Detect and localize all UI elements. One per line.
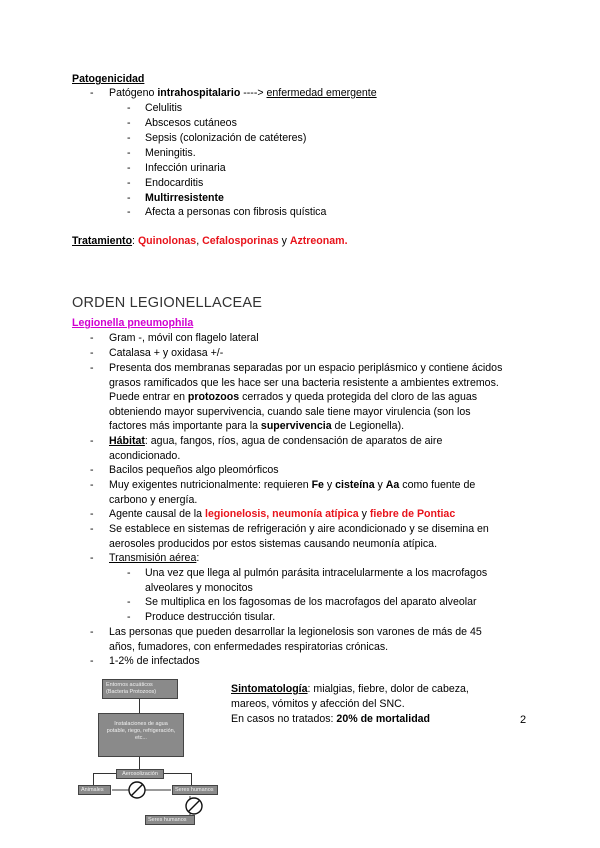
agente-line: Agente causal de la legionelosis, neumonía atípica y fiebre de Pontiac xyxy=(109,508,456,520)
orden-heading: ORDEN LEGIONELLACEAE xyxy=(72,295,263,311)
prohibited-icon xyxy=(184,796,204,816)
pat-item: Infección urinaria xyxy=(145,162,226,174)
diagram-connector xyxy=(93,773,94,785)
diagram-connector xyxy=(191,773,192,785)
page-number: 2 xyxy=(520,714,527,726)
diagram-box-humanos: Seres humanos xyxy=(172,785,218,795)
pat-item: Sepsis (colonización de catéteres) xyxy=(145,132,307,144)
habitat-paragraph: Hábitat: agua, fangos, ríos, agua de condensación de aparatos de aire acondicionado. xyxy=(109,435,443,462)
catalasa-line: Catalasa + y oxidasa +/- xyxy=(109,347,224,359)
pat-item: Celulitis xyxy=(145,102,183,114)
species-title: Legionella pneumophila xyxy=(72,317,194,329)
diagram-blocked-icons xyxy=(111,778,173,802)
patogeno-line: Patógeno intrahospitalario ----> enfermedad emergente xyxy=(109,87,377,99)
diagram-box-aerosol: Aerosolización xyxy=(116,769,164,779)
personas-paragraph: Las personas que pueden desarrollar la legionelosis son varones de más de 45 años, fumadores, con enfermedades respiratorias crónicas. xyxy=(109,626,482,653)
transmision-sub: Se multiplica en los fagosomas de los macrofagos del aparato alveolar xyxy=(145,596,477,608)
pat-item: Abscesos cutáneos xyxy=(145,117,237,129)
diagram-box-animales: Animales xyxy=(78,785,111,795)
infectados-line: 1-2% de infectados xyxy=(109,655,200,667)
transmision-label: Transmisión aérea: xyxy=(109,552,200,564)
bacilos-line: Bacilos pequeños algo pleomórficos xyxy=(109,464,279,476)
diagram-connector xyxy=(93,773,116,774)
tratamiento-line: Tratamiento: Quinolonas, Cefalosporinas y Aztreonam. xyxy=(72,235,348,247)
establece-paragraph: Se establece en sistemas de refrigeración y aire acondicionado y se disemina en aerosoles producidos por estos sistemas causando neumonía atípica. xyxy=(109,523,489,550)
exigentes-paragraph: Muy exigentes nutricionalmente: requieren Fe y cisteína y Aa como fuente de carbono y energía. xyxy=(109,479,476,506)
bullet-dash: - xyxy=(90,87,94,99)
transmision-sub: Produce destrucción tisular. xyxy=(145,611,276,623)
diagram-box-instalaciones: Instalaciones de agua potable, riego, refrigeración, etc... xyxy=(98,713,184,757)
membranas-paragraph: Presenta dos membranas separadas por un espacio periplásmico y contiene ácidos grasos ramificados que les hace ser una bacteria resistente a ambientes extremos. Puede entrar en protozoos cerrados y queda protegida del cloro de las aguas obteniendo mayor supervivencia, cuando sale tiene mayor virulencia (son los factores más importante para la supervivencia de Legionella). xyxy=(109,362,503,432)
diagram-box-entornos: Entornos acuáticos (Bacteria Protozoos) xyxy=(102,679,178,699)
pat-item: Meningitis. xyxy=(145,147,196,159)
diagram-connector xyxy=(139,757,140,769)
sintomatologia-paragraph: Sintomatología: mialgias, fiebre, dolor de cabeza, mareos, vómitos y afección del SNC. En casos no tratados: 20% de mortalidad xyxy=(231,683,469,725)
diagram-connector xyxy=(164,773,191,774)
diagram-box-humanos-2: Seres humanos xyxy=(145,815,195,825)
transmision-sub: Una vez que llega al pulmón parásita intracelularmente a los macrofagos alveolares y monocitos xyxy=(145,567,488,594)
diagram-connector xyxy=(139,699,140,713)
pat-item: Multirresistente xyxy=(145,192,224,204)
pat-item: Endocarditis xyxy=(145,177,204,189)
gram-line: Gram -, móvil con flagelo lateral xyxy=(109,332,259,344)
patogenicidad-title: Patogenicidad xyxy=(72,73,145,85)
pat-item: Afecta a personas con fibrosis quística xyxy=(145,206,327,218)
